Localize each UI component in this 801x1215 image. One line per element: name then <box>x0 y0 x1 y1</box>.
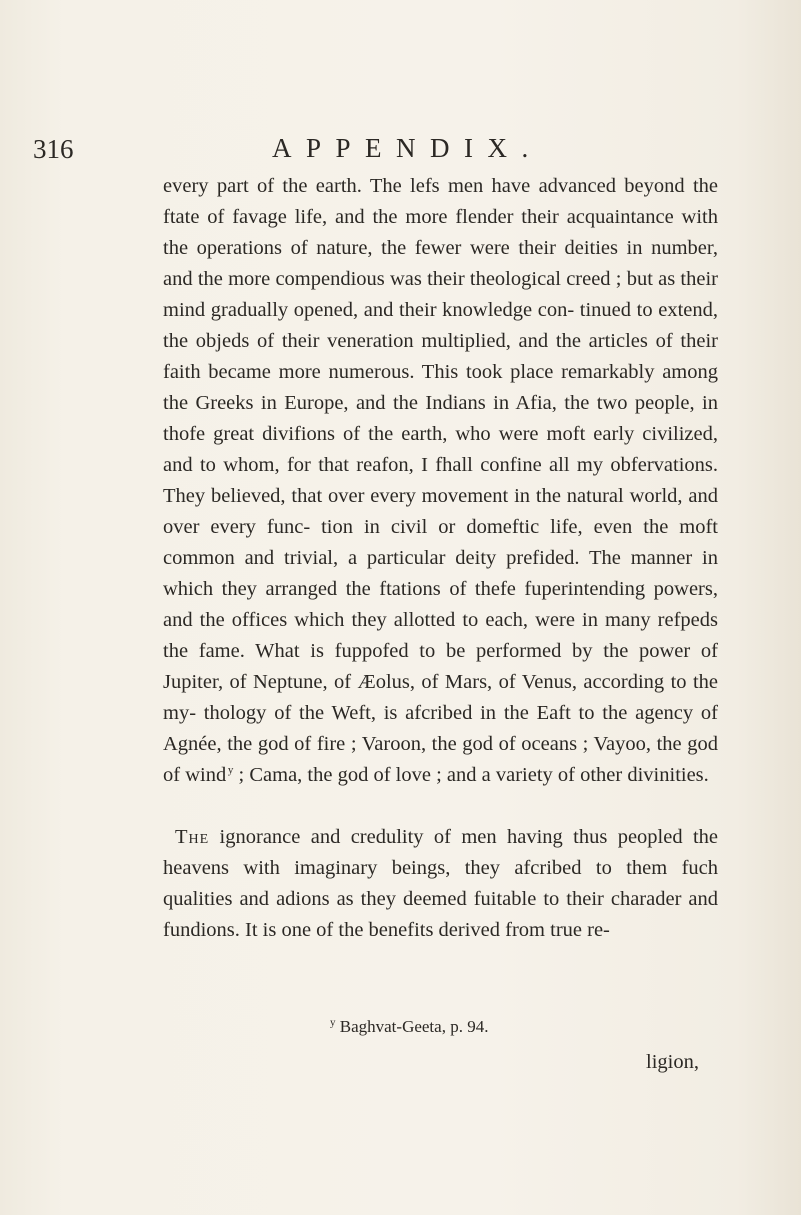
footnote-text: Baghvat-Geeta, p. 94. <box>335 1017 489 1036</box>
body-text <box>163 171 718 946</box>
catchword: ligion, <box>646 1051 699 1073</box>
footnote-reference: y <box>227 764 234 777</box>
paragraph-1-text: every part of the earth. The lefs men have advanced beyond the ftate of favage life, and the more flender their acquaintance with the operations of nature, the fewer were their deities in number, and the more compendious was their theological creed ; but as their mind gradually opened, and their knowledge con- tinued to extend, the objeds of their veneration multiplied, and the articles of their faith became more numerous. This took place remarkably among the Greeks in Europe, and the Indians in Afia, the two people, in thofe great divifions of the earth, who were moft early civilized, and to whom, for that reafon, I fhall confine all my obfervations. They believed, that over every movement in the natural world, and over every func- tion in civil or domeftic life, even the moft common and trivial, a particular deity prefided. The manner in which they arranged the ftations of thefe fuperintending powers, and the offices which they allotted to each, were in many refpeds the fame. What is fuppofed to be performed by the power of Jupiter, of Neptune, of Æolus, of Mars, of Venus, according to the my- thology of the Weft, is afcribed in the Eaft to the agency of Agnée, the god of fire ; Varoon, the god of oceans ; Vayoo, the god of wind <box>163 175 718 786</box>
paragraph-1 <box>163 171 718 791</box>
paragraph-1-text-end: ; Cama, the god of love ; and a variety of other divinities. <box>233 764 709 786</box>
running-head: APPENDIX. <box>272 133 543 163</box>
paragraph-2 <box>163 822 718 946</box>
paragraph-2-text: ignorance and credulity of men having thus peopled the heavens with imaginary beings, they afcribed to them fuch qualities and adions as they deemed fuitable to their charader and fundions. It is one of the benefits derived from true re- <box>163 826 718 941</box>
footnote-marker: y <box>330 1016 336 1029</box>
paragraph-2-lead: The <box>175 826 210 848</box>
footnote <box>330 1017 488 1037</box>
page-number: 316 <box>33 134 74 164</box>
